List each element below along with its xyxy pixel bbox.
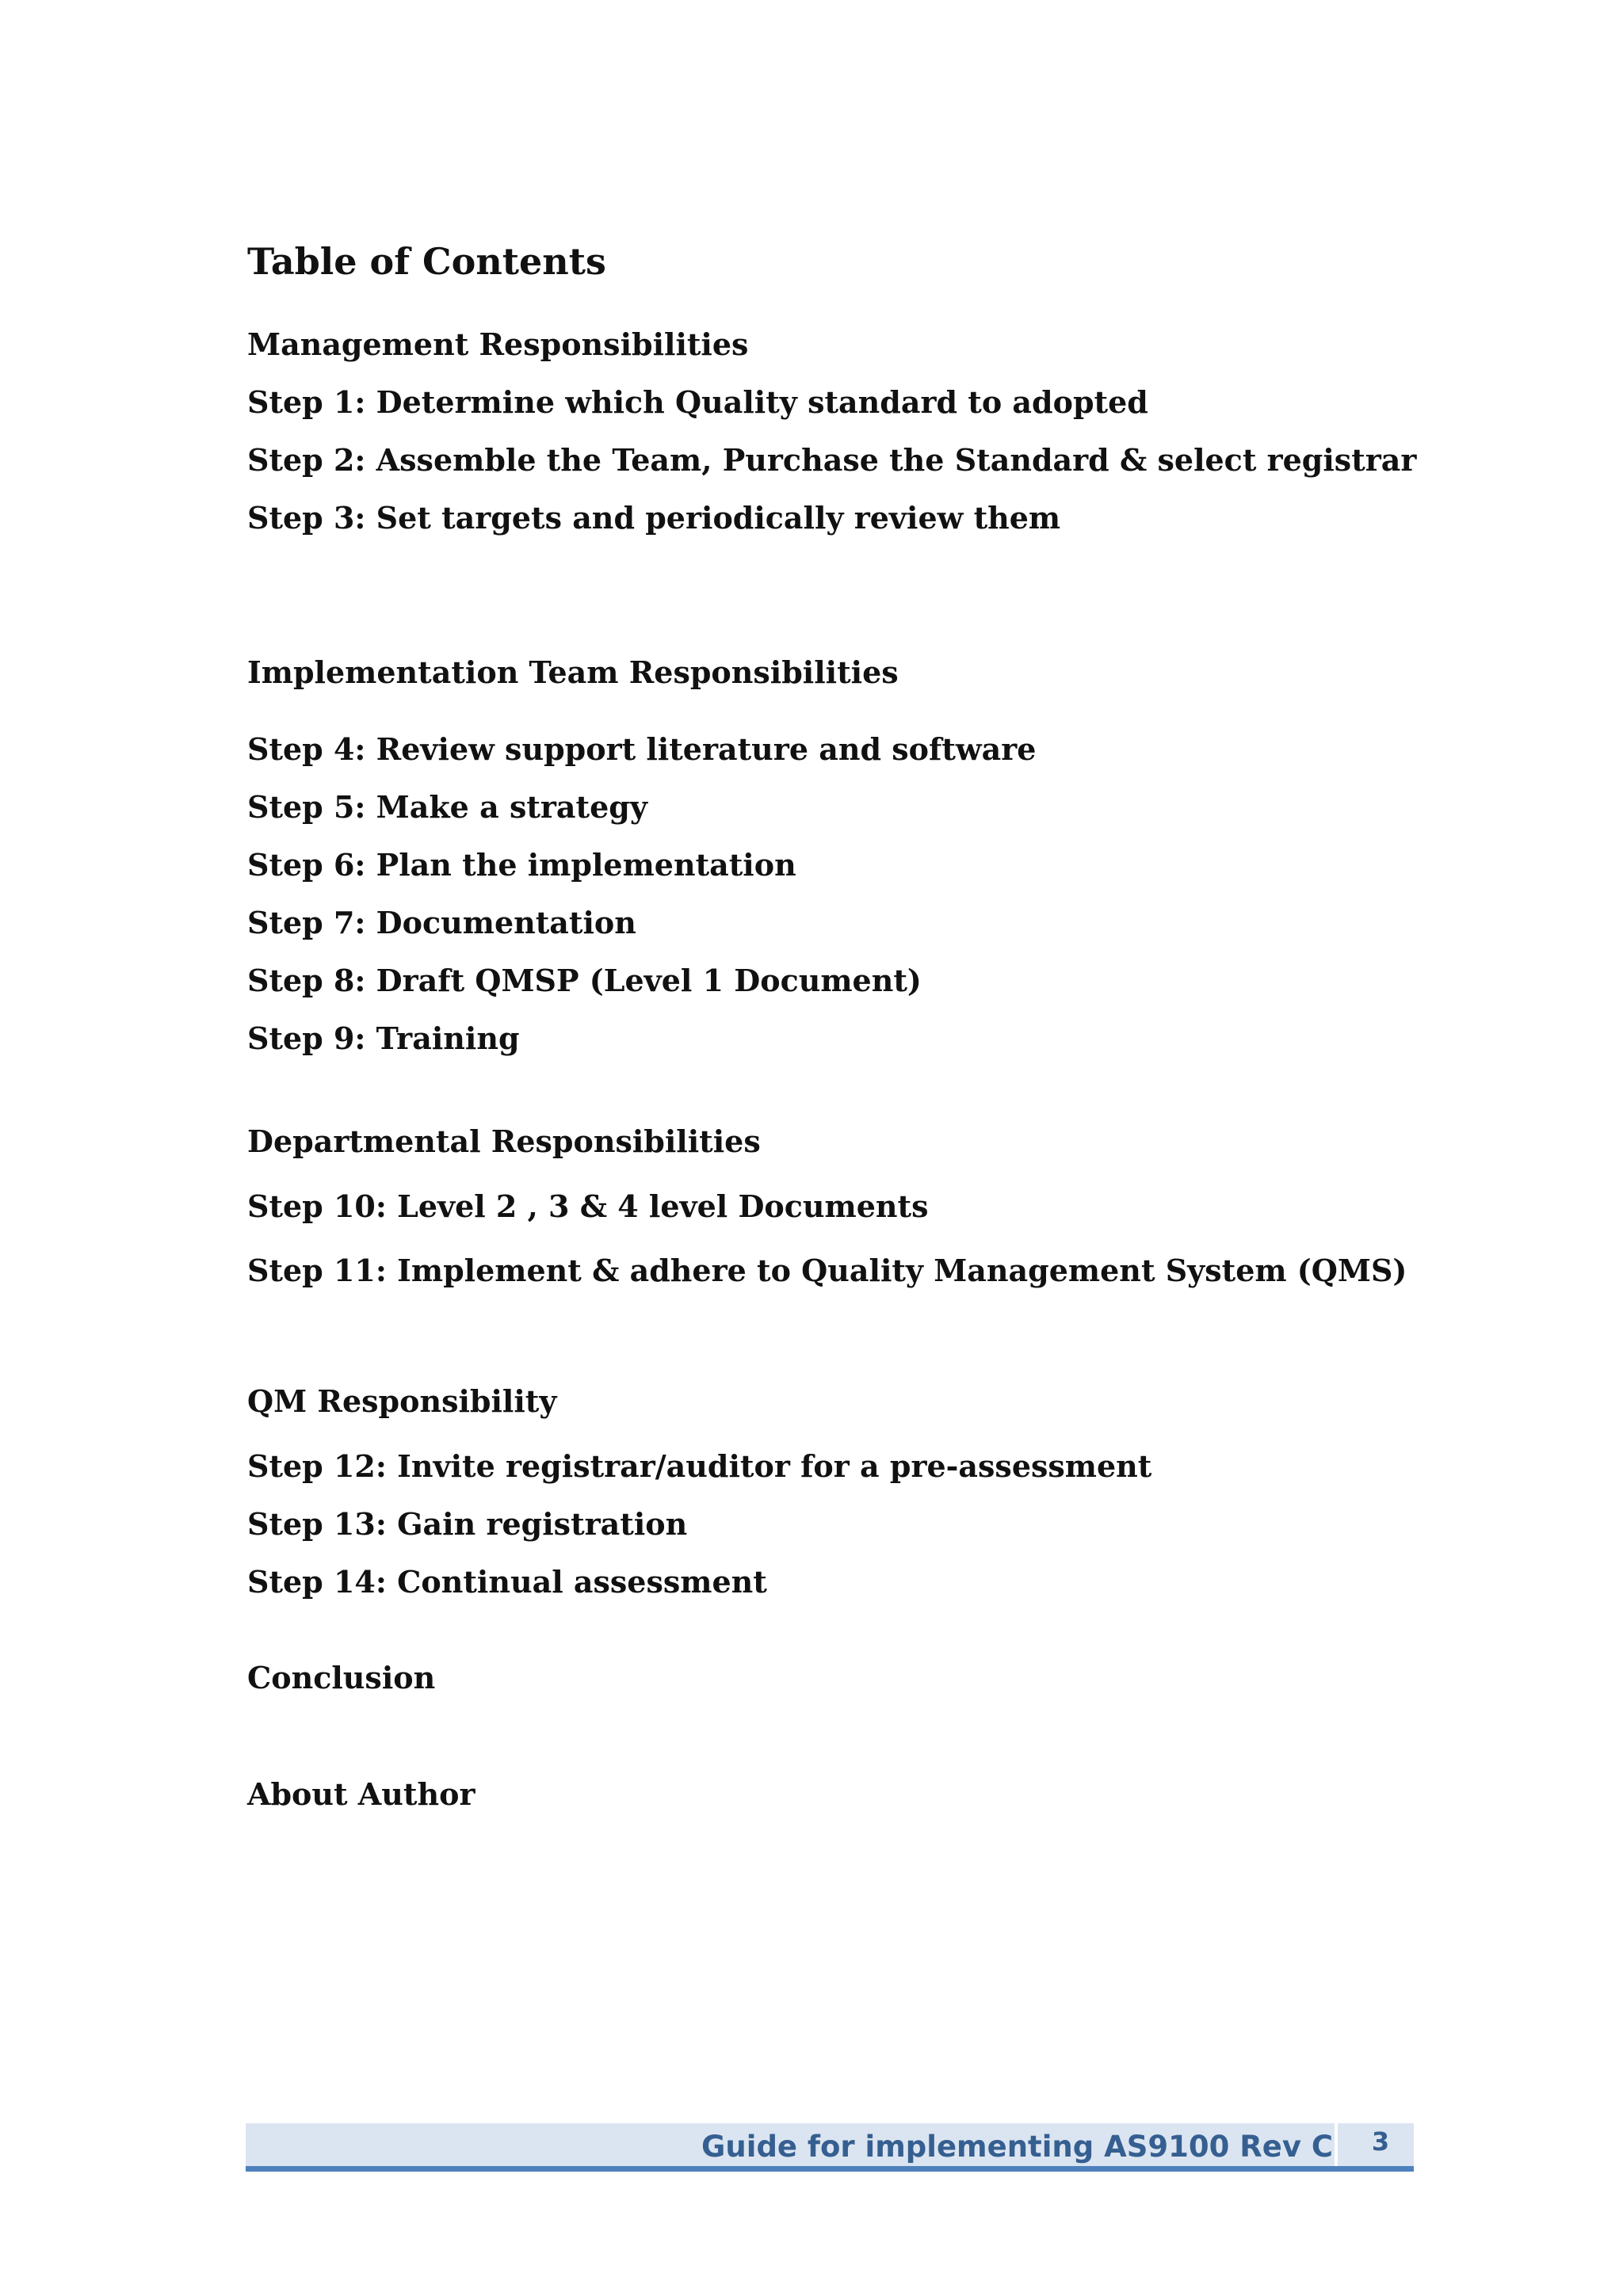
toc-heading-qm: QM Responsibility — [247, 1383, 557, 1419]
toc-heading-management: Management Responsibilities — [247, 326, 749, 362]
toc-entry-step-10: Step 10: Level 2 , 3 & 4 level Documents — [247, 1188, 929, 1224]
toc-entry-step-14: Step 14: Continual assessment — [247, 1564, 767, 1600]
toc-entry-step-9: Step 9: Training — [247, 1020, 520, 1056]
toc-entry-step-7: Step 7: Documentation — [247, 905, 636, 940]
page-number: 3 — [1371, 2126, 1390, 2157]
footer-divider — [1335, 2123, 1338, 2166]
toc-entry-step-8: Step 8: Draft QMSP (Level 1 Document) — [247, 963, 922, 998]
toc-entry-step-1: Step 1: Determine which Quality standard to adopted — [247, 384, 1148, 420]
toc-entry-step-6: Step 6: Plan the implementation — [247, 847, 796, 883]
toc-entry-step-13: Step 13: Gain registration — [247, 1506, 688, 1542]
toc-entry-step-11: Step 11: Implement & adhere to Quality Management System (QMS) — [247, 1253, 1407, 1288]
toc-entry-step-12: Step 12: Invite registrar/auditor for a pre-assessment — [247, 1448, 1152, 1484]
toc-entry-step-2: Step 2: Assemble the Team, Purchase the Standard & select registrar — [247, 442, 1417, 478]
toc-title: Table of Contents — [247, 240, 606, 283]
footer-title: Guide for implementing AS9100 Rev C — [701, 2130, 1333, 2164]
footer-rule — [246, 2166, 1414, 2172]
toc-entry-step-4: Step 4: Review support literature and software — [247, 731, 1037, 767]
toc-entry-step-3: Step 3: Set targets and periodically review them — [247, 500, 1061, 536]
toc-entry-about-author: About Author — [247, 1776, 475, 1812]
toc-heading-departmental: Departmental Responsibilities — [247, 1123, 761, 1159]
toc-entry-conclusion: Conclusion — [247, 1660, 436, 1695]
toc-heading-implementation-team: Implementation Team Responsibilities — [247, 654, 899, 690]
toc-entry-step-5: Step 5: Make a strategy — [247, 789, 647, 825]
